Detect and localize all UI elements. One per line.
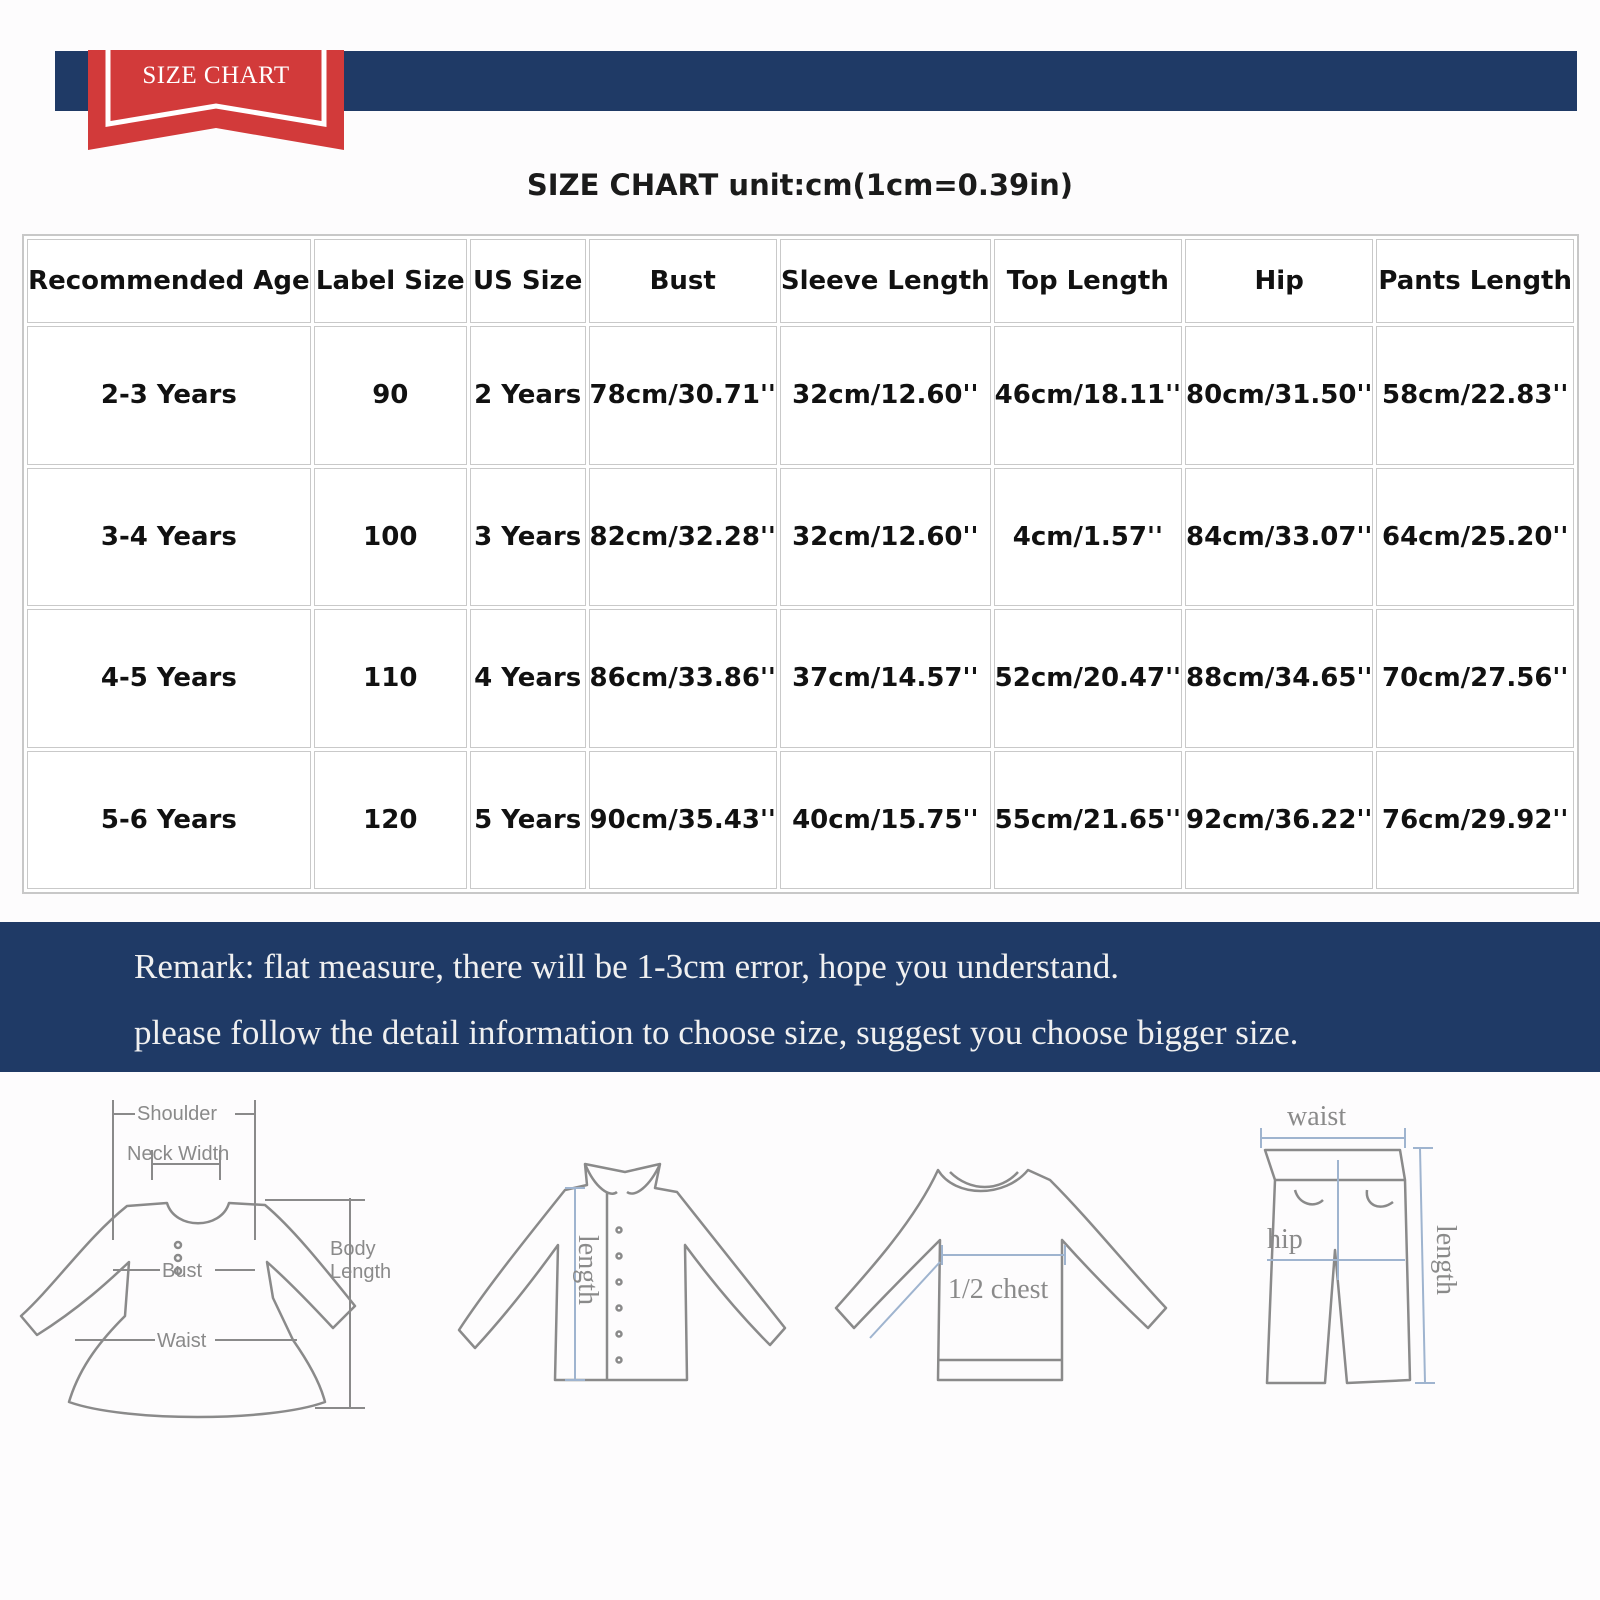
size-chart-ribbon: [88, 50, 344, 150]
cell-hip: 80cm/31.50'': [1185, 326, 1373, 465]
remark-line-2: please follow the detail information to choose size, suggest you choose bigger size.: [134, 1013, 1299, 1052]
dress-bust-label: Bust: [162, 1260, 203, 1282]
cell-age: 2-3 Years: [27, 326, 311, 465]
cell-bust: 90cm/35.43'': [589, 751, 777, 890]
cell-age: 3-4 Years: [27, 468, 311, 607]
cell-label-size: 100: [314, 468, 467, 607]
header-label-size: Label Size: [314, 239, 467, 323]
pants-diagram: [1255, 1080, 1495, 1430]
cell-us-size: 3 Years: [470, 468, 586, 607]
cell-age: 5-6 Years: [27, 751, 311, 890]
cell-hip: 88cm/34.65'': [1185, 609, 1373, 748]
cell-bust: 78cm/30.71'': [589, 326, 777, 465]
dress-diagram: [15, 1080, 415, 1450]
cell-hip: 92cm/36.22'': [1185, 751, 1373, 890]
cell-label-size: 90: [314, 326, 467, 465]
pants-waist-label: waist: [1287, 1101, 1347, 1132]
cell-pants-length: 64cm/25.20'': [1376, 468, 1574, 607]
header-us-size: US Size: [470, 239, 586, 323]
cell-sleeve-length: 32cm/12.60'': [780, 468, 991, 607]
table-row: [27, 468, 1574, 607]
table-row: [27, 751, 1574, 890]
header-recommended-age: Recommended Age: [27, 239, 311, 323]
cell-label-size: 110: [314, 609, 467, 748]
cell-sleeve-length: 40cm/15.75'': [780, 751, 991, 890]
header-pants-length: Pants Length: [1376, 239, 1574, 323]
header-sleeve-length: Sleeve Length: [780, 239, 991, 323]
cell-label-size: 120: [314, 751, 467, 890]
cell-top-length: 4cm/1.57'': [994, 468, 1182, 607]
remark-band: [0, 922, 1600, 1072]
sweater-half-chest-label: 1/2 chest: [948, 1274, 1049, 1305]
shirt-length-label: length: [572, 1235, 603, 1305]
size-table: [22, 234, 1579, 894]
cell-bust: 82cm/32.28'': [589, 468, 777, 607]
dress-neck-width-label: Neck Width: [127, 1143, 230, 1165]
table-row: [27, 609, 1574, 748]
remark-line-1: Remark: flat measure, there will be 1-3cm error, hope you understand.: [134, 947, 1120, 986]
cell-top-length: 46cm/18.11'': [994, 326, 1182, 465]
shirt-diagram: [455, 1080, 805, 1410]
header-hip: Hip: [1185, 239, 1373, 323]
cell-pants-length: 76cm/29.92'': [1376, 751, 1574, 890]
table-row: [27, 326, 1574, 465]
cell-us-size: 2 Years: [470, 326, 586, 465]
header-top-length: Top Length: [994, 239, 1182, 323]
header-bust: Bust: [589, 239, 777, 323]
cell-age: 4-5 Years: [27, 609, 311, 748]
cell-bust: 86cm/33.86'': [589, 609, 777, 748]
pants-hip-label: hip: [1267, 1224, 1303, 1255]
cell-sleeve-length: 32cm/12.60'': [780, 326, 991, 465]
cell-top-length: 52cm/20.47'': [994, 609, 1182, 748]
cell-top-length: 55cm/21.65'': [994, 751, 1182, 890]
dress-shoulder-label: Shoulder: [137, 1103, 218, 1125]
sweater-diagram: [830, 1080, 1190, 1410]
cell-us-size: 4 Years: [470, 609, 586, 748]
cell-pants-length: 58cm/22.83'': [1376, 326, 1574, 465]
cell-pants-length: 70cm/27.56'': [1376, 609, 1574, 748]
cell-sleeve-length: 37cm/14.57'': [780, 609, 991, 748]
ribbon-label: SIZE CHART: [142, 62, 290, 89]
measurement-diagrams: [0, 1080, 1600, 1540]
pants-length-label: length: [1430, 1225, 1461, 1295]
dress-body-length-label-1: Body: [330, 1238, 376, 1260]
dress-body-length-label-2: Length: [330, 1261, 392, 1283]
chart-title: SIZE CHART unit:cm(1cm=0.39in): [526, 168, 1074, 202]
cell-us-size: 5 Years: [470, 751, 586, 890]
cell-hip: 84cm/33.07'': [1185, 468, 1373, 607]
table-header-row: [27, 239, 1574, 323]
dress-waist-label: Waist: [157, 1330, 207, 1352]
